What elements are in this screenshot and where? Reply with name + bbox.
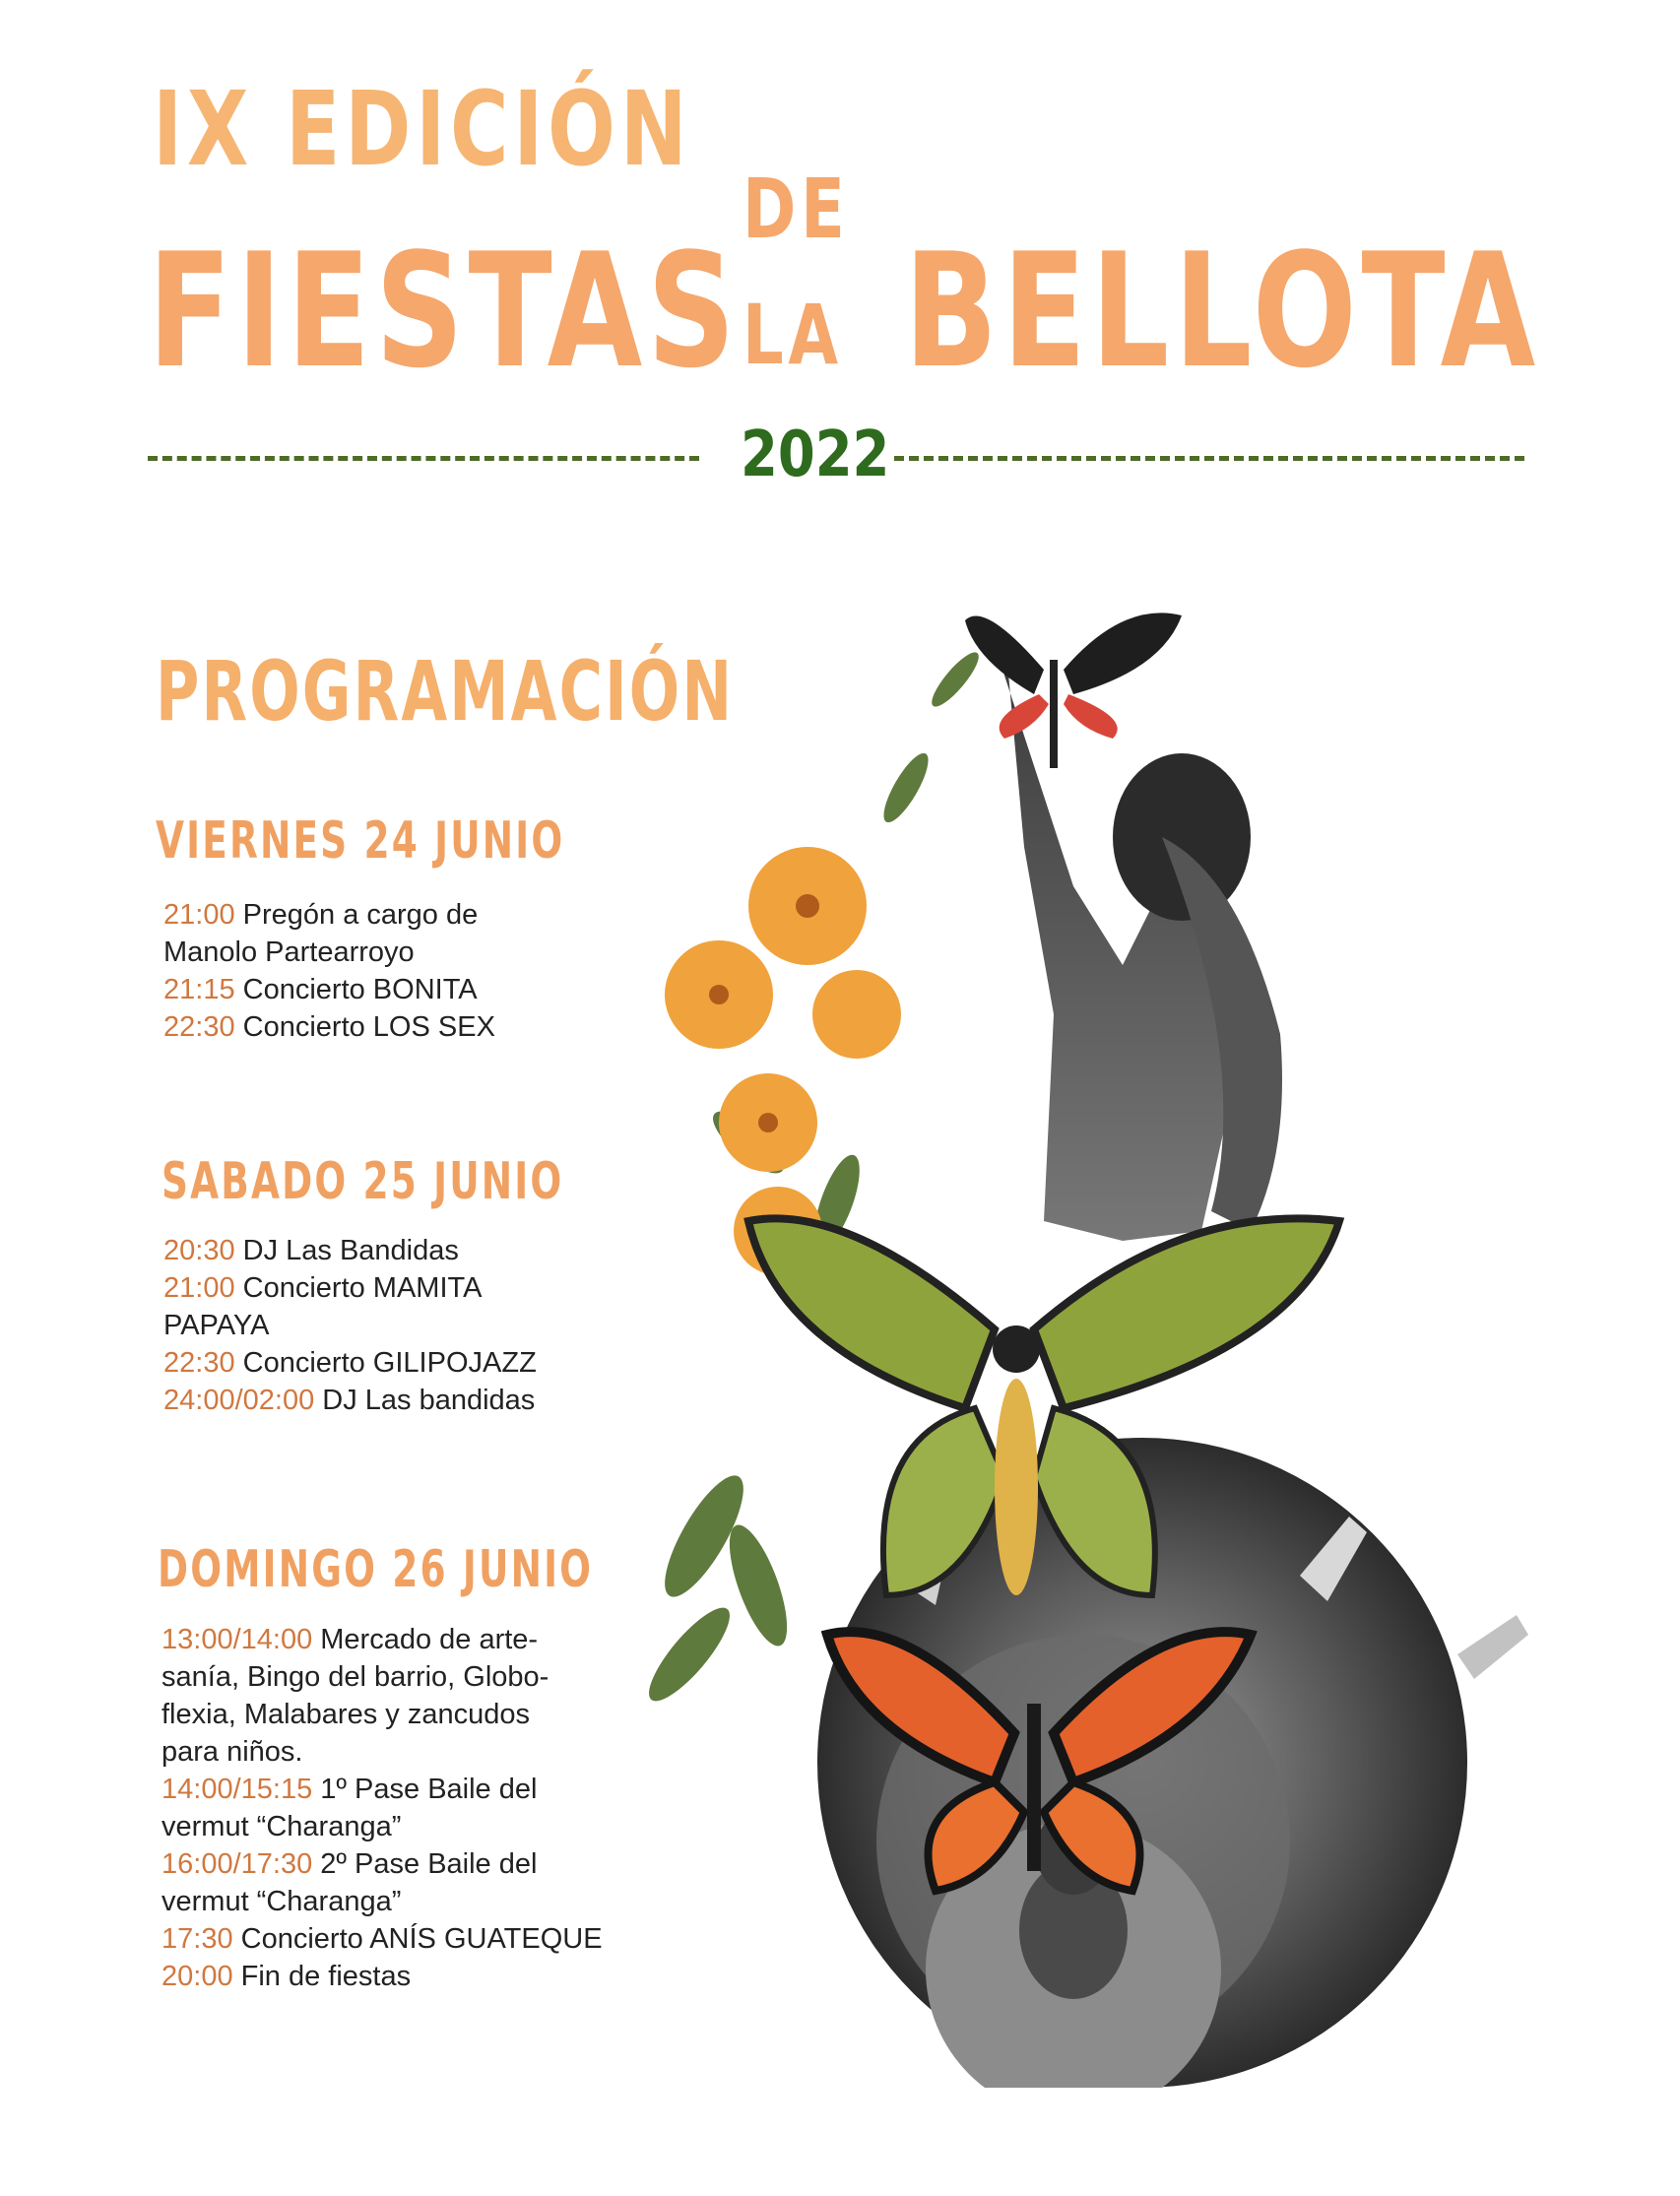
title-la: LA bbox=[743, 287, 843, 383]
event-row bbox=[162, 1771, 605, 1808]
program-heading: PROGRAMACIÓN bbox=[156, 643, 735, 740]
event-text: para niños. bbox=[162, 1736, 303, 1768]
event-time: 22:30 bbox=[163, 1347, 235, 1379]
event-row bbox=[163, 896, 577, 934]
event-time: 13:00/14:00 bbox=[162, 1624, 313, 1655]
day-title: VIERNES 24 JUNIO bbox=[156, 811, 565, 871]
event-time: 14:00/15:15 bbox=[162, 1774, 313, 1805]
event-row bbox=[162, 1808, 605, 1845]
event-time: 16:00/17:30 bbox=[162, 1848, 313, 1880]
title-de: DE bbox=[743, 161, 850, 257]
day-title: SABADO 25 JUNIO bbox=[162, 1152, 564, 1211]
orange-flowers bbox=[665, 847, 901, 1275]
event-list bbox=[163, 1232, 616, 1419]
event-row bbox=[162, 1958, 605, 1995]
event-row bbox=[162, 1883, 605, 1920]
event-time: 24:00/02:00 bbox=[163, 1385, 315, 1416]
title-bellota: BELLOTA bbox=[904, 219, 1540, 403]
event-row bbox=[163, 1307, 616, 1344]
event-text: DJ Las bandidas bbox=[314, 1385, 536, 1416]
event-row bbox=[163, 1008, 577, 1046]
title-fiestas: FIESTAS bbox=[148, 219, 741, 403]
event-list bbox=[163, 896, 577, 1046]
event-row bbox=[163, 1382, 616, 1419]
event-text: Manolo Partearroyo bbox=[163, 937, 415, 968]
event-text: Pregón a cargo de bbox=[234, 899, 479, 931]
dashed-divider-right bbox=[894, 456, 1524, 461]
event-text: flexia, Malabares y zancudos bbox=[162, 1699, 530, 1730]
dashed-divider-left bbox=[148, 456, 699, 461]
event-row bbox=[162, 1733, 605, 1771]
year-label: 2022 bbox=[741, 419, 890, 491]
event-text: 2º Pase Baile del bbox=[312, 1848, 538, 1880]
event-text: Concierto GILIPOJAZZ bbox=[234, 1347, 537, 1379]
event-row bbox=[162, 1658, 605, 1696]
event-text: PAPAYA bbox=[163, 1310, 270, 1341]
event-time: 21:00 bbox=[163, 1272, 235, 1304]
event-text: DJ Las Bandidas bbox=[234, 1235, 459, 1266]
event-row bbox=[163, 1269, 616, 1307]
event-row bbox=[163, 1232, 616, 1269]
event-text: Fin de fiestas bbox=[232, 1961, 412, 1992]
event-row bbox=[162, 1696, 605, 1733]
event-row bbox=[162, 1920, 605, 1958]
event-text: Mercado de arte- bbox=[312, 1624, 539, 1655]
event-row bbox=[163, 1344, 616, 1382]
butterfly-red-icon bbox=[965, 613, 1182, 768]
event-time: 22:30 bbox=[163, 1011, 235, 1043]
event-text: vermut “Charanga” bbox=[162, 1886, 402, 1917]
event-text: Concierto BONITA bbox=[234, 974, 478, 1005]
event-row bbox=[163, 971, 577, 1008]
event-text: sanía, Bingo del barrio, Globo- bbox=[162, 1661, 549, 1693]
event-time: 20:30 bbox=[163, 1235, 235, 1266]
event-time: 20:00 bbox=[162, 1961, 233, 1992]
event-text: Concierto ANÍS GUATEQUE bbox=[232, 1923, 603, 1955]
event-list bbox=[162, 1621, 605, 1995]
day-title: DOMINGO 26 JUNIO bbox=[158, 1540, 594, 1599]
event-text: Concierto MAMITA bbox=[234, 1272, 483, 1304]
event-time: 17:30 bbox=[162, 1923, 233, 1955]
event-time: 21:00 bbox=[163, 899, 235, 931]
collage-illustration bbox=[611, 591, 1605, 2088]
event-row bbox=[163, 934, 577, 971]
event-row bbox=[162, 1621, 605, 1658]
event-text: vermut “Charanga” bbox=[162, 1811, 402, 1842]
event-text: Concierto LOS SEX bbox=[234, 1011, 495, 1043]
event-time: 21:15 bbox=[163, 974, 235, 1005]
edition-label: IX EDICIÓN bbox=[153, 69, 692, 189]
event-row bbox=[162, 1845, 605, 1883]
event-text: 1º Pase Baile del bbox=[312, 1774, 538, 1805]
